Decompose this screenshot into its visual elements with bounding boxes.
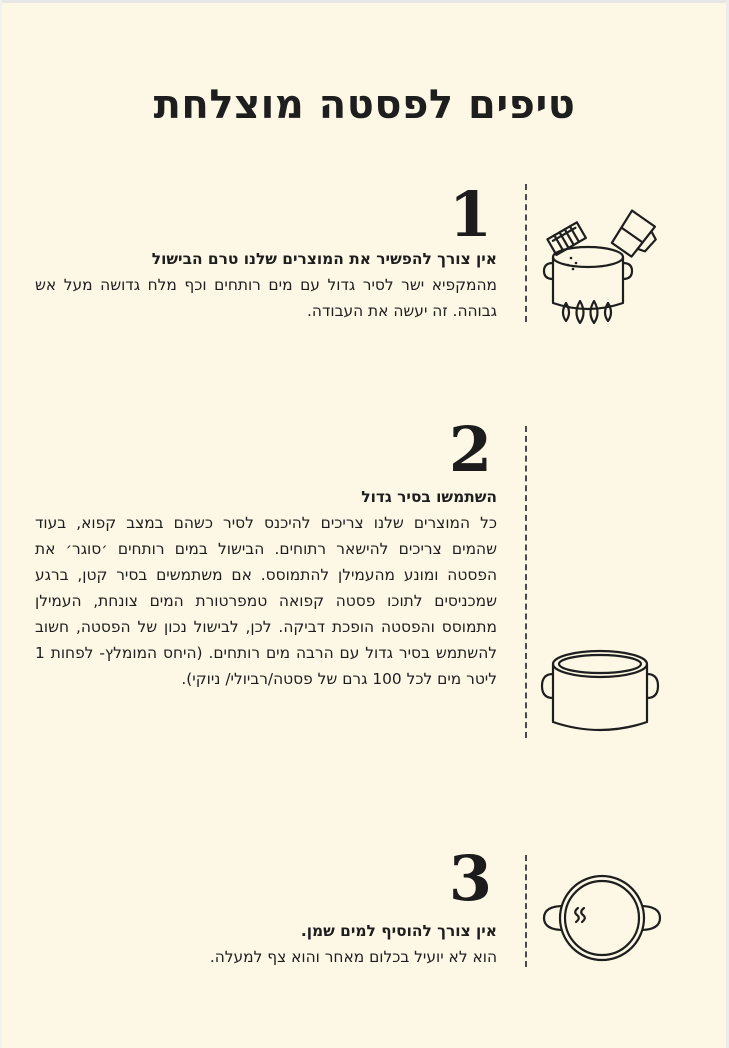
large-pot-icon xyxy=(540,642,670,738)
tip-1-body: מהמקפיא ישר לסיר גדול עם מים רותחים וכף מלח גדושה מעל אש גבוהה. זה יעשה את העבודה. xyxy=(35,276,497,320)
tip-1-text xyxy=(35,246,497,324)
page-title: טיפים לפסטה מוצלחת xyxy=(153,82,576,128)
tip-2-body: כל המוצרים שלנו צריכים להיכנס לסיר כשהם במצב קפוא, בעוד שהמים צריכים להישאר רתוחים. הבישול במים רותחים ׳סוגר׳ את הפסטה ומונע מהעמילן להתמוסס. אם משתמשים בסיר קטן, ברגע שמכניסים לתוכו פסטה קפואה טמפרטורת המים צונחת, העמילן מתמוסס והפסטה הופכת דביקה. לכן, לבישול נכון של הפסטה, חשוב להשתמש בסיר גדול עם הרבה מים רותחים. (היחס המומלץ- לפחות 1 ליטר מים לכל 100 גרם של פסטה/רביולי/ ניוקי). xyxy=(35,514,497,688)
tip-2-number: 2 xyxy=(448,413,492,486)
tip-3-text xyxy=(35,918,497,970)
pot-on-fire-icon xyxy=(540,205,670,325)
tip-3-divider xyxy=(525,855,527,967)
tip-2-heading: השתמשו בסיר גדול xyxy=(361,488,497,506)
page-left-edge xyxy=(0,0,2,1048)
tip-2-divider xyxy=(525,426,527,738)
tip-3-number: 3 xyxy=(448,842,492,915)
page-top-edge xyxy=(0,0,729,3)
pot-top-view-icon xyxy=(540,872,664,964)
tip-2-text xyxy=(35,484,497,692)
tip-1-divider xyxy=(525,184,527,322)
tip-1-heading: אין צורך להפשיר את המוצרים שלנו טרם הבישול xyxy=(151,250,497,268)
tip-1-number: 1 xyxy=(448,178,492,251)
tip-3-body: הוא לא יועיל בכלום מאחר והוא צף למעלה. xyxy=(209,948,497,966)
tip-3-heading: אין צורך להוסיף למים שמן. xyxy=(300,922,497,940)
